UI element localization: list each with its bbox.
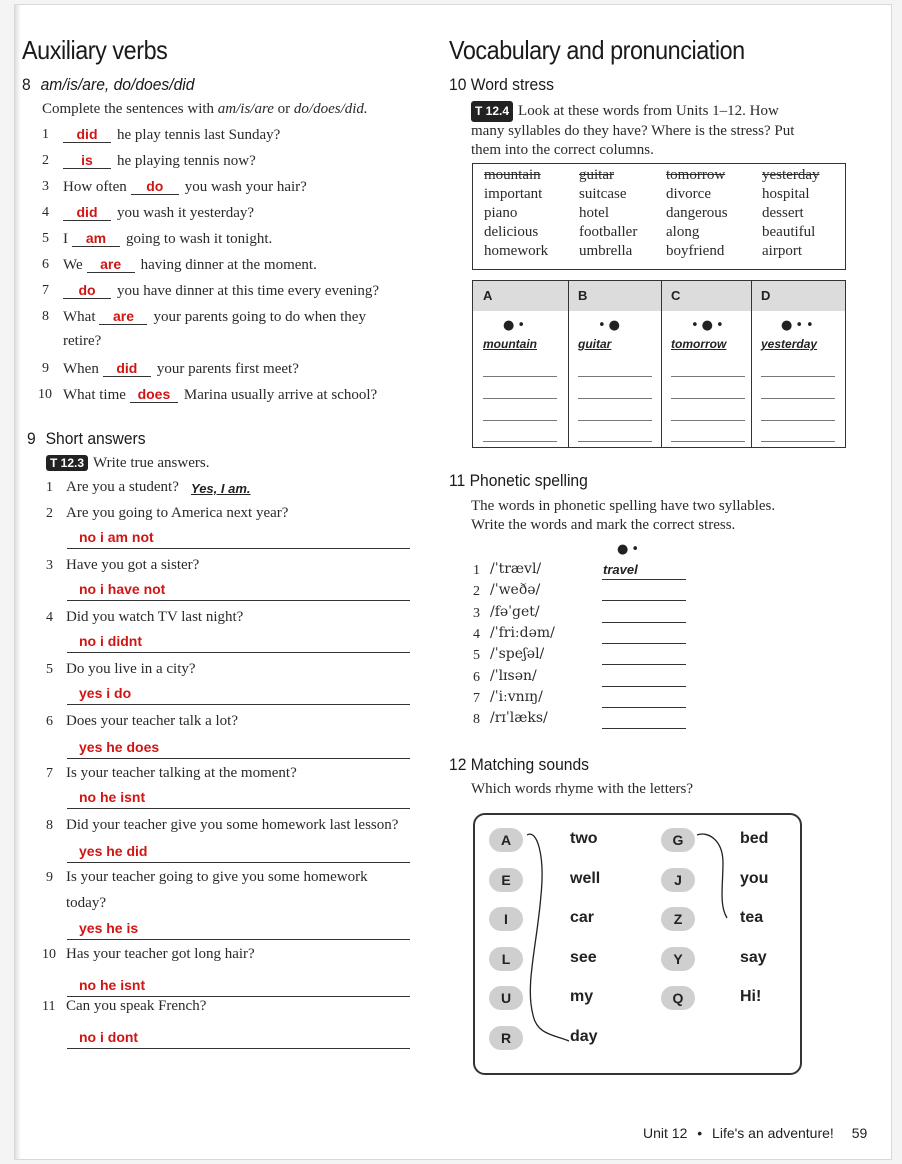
- item-number: 7: [46, 766, 53, 781]
- column-divider: [751, 281, 752, 447]
- word-cell: along: [666, 224, 700, 240]
- audio-track-badge: T 12.4: [471, 101, 513, 122]
- item-number: 4: [473, 626, 480, 642]
- rhyme-word: day: [570, 1028, 598, 1045]
- section-title-auxiliary-verbs: Auxiliary verbs: [22, 35, 168, 65]
- answer-line: [602, 643, 686, 644]
- item-number: 3: [473, 605, 480, 621]
- item-number: 8: [42, 309, 49, 324]
- audio-track-badge: T 12.3: [46, 455, 88, 471]
- item-number: 8: [473, 712, 480, 728]
- answer: does: [130, 386, 178, 403]
- write-line: [671, 441, 745, 442]
- answer: yes he did: [79, 843, 148, 859]
- question-text: Did your teacher give you some homework last lesson?: [66, 817, 399, 833]
- rhyme-word: two: [570, 830, 598, 847]
- word-cell: footballer: [579, 224, 638, 240]
- question-text: Does your teacher talk a lot?: [66, 713, 239, 729]
- letter-pill: L: [489, 947, 523, 971]
- write-line: [671, 398, 745, 399]
- answer-line: [67, 808, 410, 809]
- word-cell: yesterday: [762, 167, 820, 183]
- item-number: 6: [473, 669, 480, 685]
- phonetic-word: /rɪˈlæks/: [490, 710, 548, 727]
- item-text-end: you wash it yesterday?: [117, 205, 255, 221]
- list-item: [63, 308, 366, 326]
- exercise-9-instruction: [46, 455, 209, 472]
- item-text-end: your parents going to do when they: [153, 309, 366, 325]
- exercise-9-title: Short answers: [45, 429, 146, 448]
- list-item: [63, 230, 272, 248]
- letter-pill: U: [489, 986, 523, 1010]
- list-item: [63, 178, 307, 196]
- answer: yes he is: [79, 920, 139, 936]
- instruction-italic-b: do/does/did.: [293, 101, 368, 117]
- answer: is: [63, 152, 111, 169]
- item-text-start: We: [63, 257, 83, 273]
- stress-dots: ●•: [617, 542, 643, 557]
- instruction-line: them into the correct columns.: [471, 142, 654, 158]
- exercise-9-heading: [27, 429, 146, 449]
- exercise-11-instruction: [471, 497, 775, 535]
- instruction-or: or: [273, 101, 294, 117]
- answer-line: [67, 758, 410, 759]
- item-number: 5: [473, 648, 480, 664]
- rhyme-word: my: [570, 988, 594, 1005]
- exercise-8-instruction: [42, 101, 368, 118]
- item-text-end: Marina usually arrive at school?: [183, 387, 378, 403]
- answer: do: [131, 178, 179, 195]
- item-number: 7: [473, 690, 480, 706]
- exercise-8-heading: [22, 75, 194, 95]
- stress-dots: •●•: [691, 318, 727, 333]
- item-text-start: I: [63, 231, 68, 247]
- item-number: 11: [42, 999, 56, 1014]
- list-item: [63, 204, 254, 222]
- word-cell: delicious: [484, 224, 539, 240]
- exercise-12-heading: 12 Matching sounds: [449, 755, 589, 774]
- question-text: Did you watch TV last night?: [66, 609, 244, 625]
- question-text: Is your teacher talking at the moment?: [66, 765, 297, 781]
- list-item: [63, 152, 256, 170]
- item-number: 1: [473, 563, 480, 578]
- word-cell: beautiful: [762, 224, 816, 240]
- item-text-end: you have dinner at this time every evening?: [117, 283, 379, 299]
- answer: no i am not: [79, 529, 154, 545]
- rhyme-word: bed: [740, 830, 769, 847]
- word-cell: boyfriend: [666, 243, 725, 259]
- answer: no i didnt: [79, 633, 142, 649]
- letter-pill: E: [489, 868, 523, 892]
- item-text-end: going to wash it tonight.: [126, 231, 273, 247]
- write-line: [578, 441, 652, 442]
- item-number: 4: [42, 205, 49, 220]
- item-number: 6: [42, 257, 49, 272]
- item-number: 6: [46, 714, 53, 729]
- letter-pill: R: [489, 1026, 523, 1050]
- instruction-italic-a: am/is/are: [217, 101, 274, 117]
- exercise-11-heading: 11 Phonetic spelling: [449, 471, 588, 490]
- column-example: tomorrow: [671, 337, 727, 351]
- write-line: [761, 376, 835, 377]
- list-item: [63, 333, 105, 350]
- column-example: yesterday: [761, 337, 818, 351]
- item-text-start: What time: [63, 387, 126, 403]
- question-text: Has your teacher got long hair?: [66, 946, 255, 962]
- word-cell: dessert: [762, 205, 804, 221]
- question-text: Are you a student?: [66, 479, 179, 495]
- matching-sounds-box: [473, 813, 802, 1075]
- answer-line: [67, 548, 410, 549]
- word-cell: suitcase: [579, 186, 627, 202]
- question-text: Have you got a sister?: [66, 557, 200, 573]
- item-text-start: What: [63, 309, 96, 325]
- item-number: 1: [46, 480, 53, 495]
- word-box: [472, 163, 846, 270]
- item-text-start: retire?: [63, 333, 102, 349]
- item-number: 3: [42, 179, 49, 194]
- word-cell: important: [484, 186, 543, 202]
- item-text-end: you wash your hair?: [184, 179, 307, 195]
- column-letter: C: [671, 288, 681, 303]
- column-letter: A: [483, 288, 493, 303]
- letter-pill: J: [661, 868, 695, 892]
- matching-lines: [475, 815, 800, 1073]
- match-line-g-tea: [697, 834, 727, 918]
- write-line: [578, 420, 652, 421]
- word-cell: airport: [762, 243, 802, 259]
- item-number: 9: [42, 361, 49, 376]
- rhyme-word: car: [570, 909, 595, 926]
- word-cell: umbrella: [579, 243, 633, 259]
- answer: are: [99, 308, 147, 325]
- write-line: [671, 420, 745, 421]
- answer-line: [67, 704, 410, 705]
- item-number: 3: [46, 558, 53, 573]
- phonetic-word: /ˈweðə/: [490, 582, 541, 599]
- question-text: Do you live in a city?: [66, 661, 196, 677]
- letter-pill: Y: [661, 947, 695, 971]
- column-example: guitar: [578, 337, 612, 351]
- question-text: Is your teacher going to give you some homework: [66, 869, 368, 885]
- example-answer: Yes, I am.: [191, 481, 251, 496]
- section-title-vocabulary: Vocabulary and pronunciation: [449, 35, 745, 65]
- exercise-10-instruction: [471, 101, 794, 160]
- write-line: [671, 376, 745, 377]
- word-cell: homework: [484, 243, 549, 259]
- item-number: 1: [42, 127, 49, 142]
- instruction-text: Write true answers.: [93, 455, 210, 471]
- item-number: 9: [46, 870, 53, 885]
- phonetic-word: /ˈiːvnɪŋ/: [490, 688, 543, 705]
- instruction-line: Write the words and mark the correct stress.: [471, 517, 736, 533]
- phonetic-word: /ˈlɪsən/: [490, 667, 537, 684]
- item-number: 7: [42, 283, 49, 298]
- item-number: 2: [42, 153, 49, 168]
- rhyme-word: well: [570, 870, 601, 887]
- item-number: 5: [42, 231, 49, 246]
- word-cell: hotel: [579, 205, 609, 221]
- phonetic-word: /ˈspeʃəl/: [490, 646, 545, 663]
- answer: yes he does: [79, 739, 160, 755]
- item-text-end: having dinner at the moment.: [140, 257, 317, 273]
- list-item: [63, 126, 280, 144]
- item-number: 10: [42, 947, 56, 962]
- answer-line: [602, 664, 686, 665]
- item-number: 2: [46, 506, 53, 521]
- page-edge-shadow: [15, 5, 21, 1159]
- column-letter: D: [761, 288, 771, 303]
- word-cell: mountain: [484, 167, 541, 183]
- exercise-9-number: 9: [27, 429, 36, 448]
- item-number: 8: [46, 818, 53, 833]
- exercise-8-number: 8: [22, 75, 31, 94]
- stress-columns-table: [472, 280, 846, 448]
- column-letter: B: [578, 288, 588, 303]
- answer-line: [67, 996, 410, 997]
- answer-line: [67, 652, 410, 653]
- answer-line: [67, 1048, 410, 1049]
- answer: am: [72, 230, 120, 247]
- answer: no he isnt: [79, 977, 146, 993]
- answer-word: travel: [603, 562, 638, 577]
- write-line: [483, 376, 557, 377]
- letter-pill: Q: [661, 986, 695, 1010]
- answer: did: [63, 204, 111, 221]
- footer-unit: Unit 12: [643, 1125, 688, 1141]
- word-cell: divorce: [666, 186, 711, 202]
- word-cell: tomorrow: [666, 167, 726, 183]
- word-cell: piano: [484, 205, 518, 221]
- answer-line: [602, 707, 686, 708]
- rhyme-word: Hi!: [740, 988, 762, 1005]
- letter-pill: I: [489, 907, 523, 931]
- word-cell: guitar: [579, 167, 614, 183]
- column-divider: [568, 281, 569, 447]
- letter-pill: A: [489, 828, 523, 852]
- answer: yes i do: [79, 685, 132, 701]
- word-cell: hospital: [762, 186, 810, 202]
- write-line: [483, 420, 557, 421]
- exercise-10-heading: 10 Word stress: [449, 75, 554, 94]
- match-line-a-day: [527, 834, 569, 1041]
- item-text-end: he play tennis last Sunday?: [117, 127, 281, 143]
- stress-dots: ●••: [781, 318, 817, 333]
- write-line: [483, 398, 557, 399]
- answer-line: [602, 600, 686, 601]
- table-header: [473, 281, 845, 311]
- item-text-end: your parents first meet?: [156, 361, 299, 377]
- instruction-line: The words in phonetic spelling have two syllables.: [471, 498, 776, 514]
- workbook-page: [14, 4, 892, 1160]
- answer-line: [67, 939, 410, 940]
- stress-dots: ●•: [503, 318, 529, 333]
- question-text: Can you speak French?: [66, 998, 207, 1014]
- answer-line: [67, 600, 410, 601]
- list-item: [63, 386, 377, 404]
- item-text-end: he playing tennis now?: [117, 153, 256, 169]
- page-number: 59: [851, 1125, 868, 1141]
- question-text: Are you going to America next year?: [66, 505, 289, 521]
- column-divider: [661, 281, 662, 447]
- item-text-start: When: [63, 361, 99, 377]
- rhyme-word: say: [740, 949, 767, 966]
- stress-dots: •●: [598, 318, 624, 333]
- item-number: 5: [46, 662, 53, 677]
- column-example: mountain: [483, 337, 537, 351]
- item-number: 10: [38, 387, 52, 402]
- answer: do: [63, 282, 111, 299]
- letter-pill: Z: [661, 907, 695, 931]
- answer-line: [602, 686, 686, 687]
- answer: no he isnt: [79, 789, 146, 805]
- answer-line: [602, 728, 686, 729]
- answer: no i dont: [79, 1029, 139, 1045]
- rhyme-word: tea: [740, 909, 764, 926]
- phonetic-word: /fəˈget/: [490, 603, 540, 620]
- page-footer: [643, 1125, 867, 1141]
- footer-separator: •: [697, 1125, 703, 1141]
- answer-line: [602, 622, 686, 623]
- exercise-12-instruction: Which words rhyme with the letters?: [471, 781, 694, 797]
- write-line: [761, 420, 835, 421]
- question-text-continued: today?: [66, 895, 106, 911]
- list-item: [63, 360, 299, 378]
- item-text-start: How often: [63, 179, 127, 195]
- write-line: [578, 398, 652, 399]
- answer: did: [103, 360, 151, 377]
- item-number: 4: [46, 610, 53, 625]
- write-line: [761, 398, 835, 399]
- instruction-line: Look at these words from Units 1–12. How: [518, 103, 779, 119]
- instruction-line: many syllables do they have? Where is the stress? Put: [471, 123, 795, 139]
- write-line: [761, 441, 835, 442]
- footer-title: Life's an adventure!: [712, 1125, 834, 1141]
- instruction-text: Complete the sentences with: [42, 101, 218, 117]
- rhyme-word: see: [570, 949, 597, 966]
- answer: no i have not: [79, 581, 166, 597]
- list-item: [63, 256, 317, 274]
- answer: are: [87, 256, 135, 273]
- item-number: 2: [473, 584, 480, 600]
- write-line: [483, 441, 557, 442]
- answer-line: [602, 579, 686, 580]
- word-cell: dangerous: [666, 205, 728, 221]
- letter-pill: G: [661, 828, 695, 852]
- exercise-8-title: am/is/are, do/does/did: [40, 75, 195, 94]
- rhyme-word: you: [740, 870, 769, 887]
- list-item: [63, 282, 379, 300]
- phonetic-word: /ˈfriːdəm/: [490, 624, 555, 641]
- phonetic-word: /ˈtrævl/: [490, 561, 542, 577]
- answer: did: [63, 126, 111, 143]
- write-line: [578, 376, 652, 377]
- answer-line: [67, 862, 410, 863]
